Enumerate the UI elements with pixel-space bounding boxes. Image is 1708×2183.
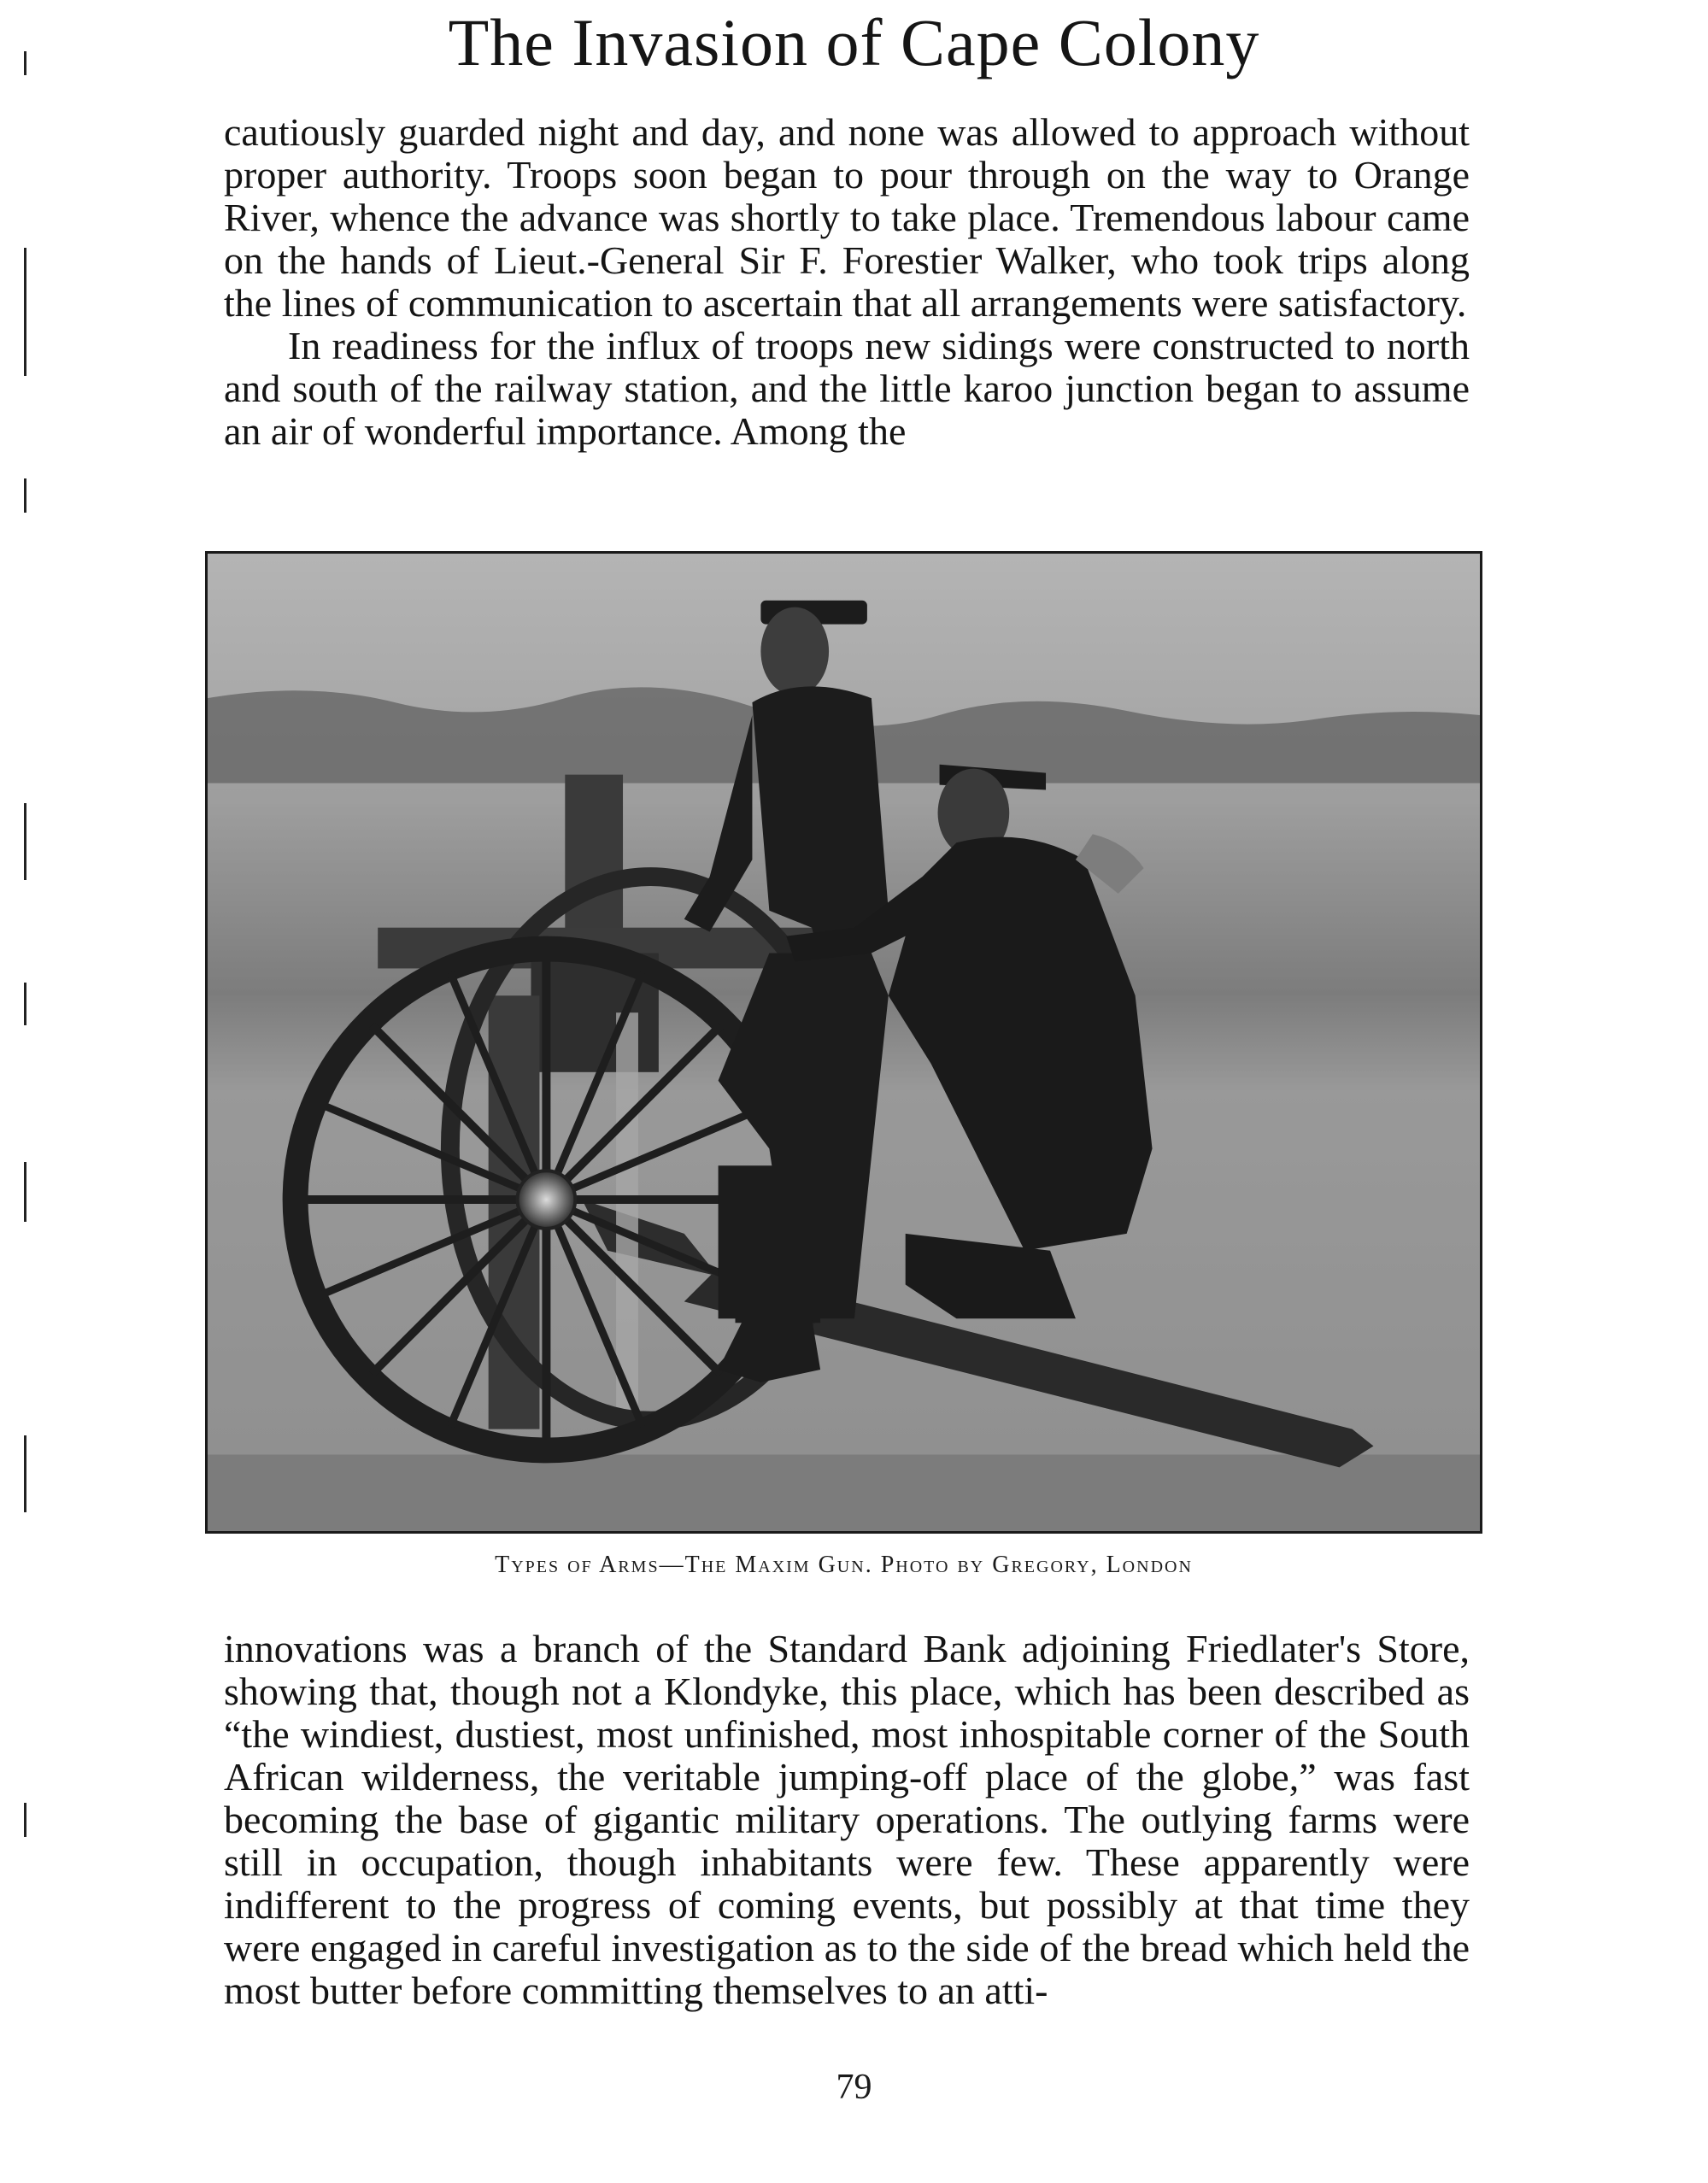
body-text-bottom [224,1628,1470,2012]
paragraph: innovations was a branch of the Standard Bank adjoining Friedlater's Store, showing that, though not a Klondyke, this place, which has been described as “the windiest, dustiest, most unfinished, most inhospitable corner of the South African wilderness, the veritable jumping-off place of the globe,” was fast becoming the base of gigantic military operations. The outlying farms were still in occupation, though inhabitants were few. These apparently were indifferent to the progress of coming events, but possibly at that time they were engaged in careful investigation as to the side of the bread which held the most butter before committing themselves to an atti- [224,1627,1470,2012]
scan-edge-marks [24,51,31,2102]
photo-illustration [208,554,1480,1531]
caption-text: Types of Arms—The Maxim Gun. Photo by Gregory, London [495,1552,1193,1578]
paragraph: cautiously guarded night and day, and none was allowed to approach without proper authority. Troops soon began to pour through on the way to Orange River, whence the advance was shortly to take place. Tremendous labour came on the hands of Lieut.-General Sir F. Forestier Walker, who took trips along the lines of communication to ascertain that all arrangements were satisfactory. [224,110,1470,325]
paragraph: In readiness for the influx of troops new sidings were constructed to north and south of the railway station, and the little karoo junction began to assume an air of wonderful importance. Among the [224,324,1470,453]
maxim-gun-photograph [205,551,1482,1534]
running-title: The Invasion of Cape Colony [448,5,1260,79]
page-number: 79 [836,2068,872,2107]
figure-caption [205,1548,1482,1582]
body-text-top [224,111,1470,453]
